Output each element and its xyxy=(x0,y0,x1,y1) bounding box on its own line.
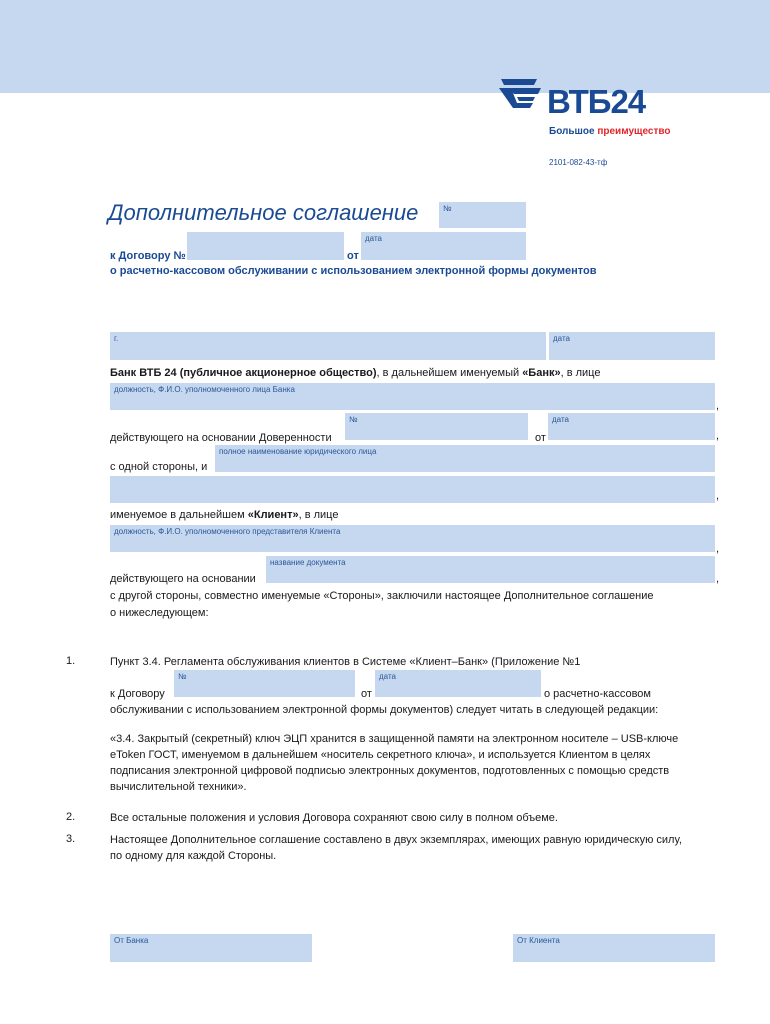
field-caption: дата xyxy=(365,234,382,243)
field-caption: должность, Ф.И.О. уполномоченного лица Банка xyxy=(114,385,295,394)
item-1-after-text: о расчетно-кассовом xyxy=(544,688,651,700)
item-3-line-2: по одному для каждой Стороны. xyxy=(110,850,277,862)
field-caption: № xyxy=(349,415,358,424)
place-date-field[interactable] xyxy=(549,332,715,360)
field-caption: название документа xyxy=(270,558,346,567)
document-title: Дополнительное соглашение xyxy=(108,200,419,225)
contract-line-label: к Договору № xyxy=(110,250,186,262)
power-of-attorney-number-field[interactable] xyxy=(345,413,528,440)
client-fullname-field[interactable] xyxy=(215,445,715,472)
client-short: «Клиент» xyxy=(247,509,299,521)
agreement-number-field[interactable] xyxy=(439,202,526,228)
bank-representative-field[interactable] xyxy=(110,383,715,410)
header-band xyxy=(0,0,770,93)
comma: , xyxy=(716,400,720,412)
client-text-2: , в лице xyxy=(298,509,339,521)
comma: , xyxy=(716,430,720,442)
field-caption: должность, Ф.И.О. уполномоченного представителя Клиента xyxy=(114,527,341,536)
parties-line-1: с другой стороны, совместно именуемые «Стороны», заключили настоящее Дополнительное соглашение xyxy=(110,590,654,602)
field-caption: № xyxy=(178,672,187,681)
field-caption: От Клиента xyxy=(517,936,560,945)
client-fullname-field-continued[interactable] xyxy=(110,476,715,503)
client-basis-document-field[interactable] xyxy=(266,556,715,583)
comma: , xyxy=(716,490,720,502)
tagline-part-2: преимущество xyxy=(597,126,671,137)
contract-number-field[interactable] xyxy=(187,232,344,260)
quote-line-3: подписания электронной цифровой подписью электронных документов, подготовленных с помощью средств xyxy=(110,765,670,777)
logo-wordmark xyxy=(547,84,645,120)
contract-date-field[interactable] xyxy=(361,232,526,260)
bank-text-2: , в лице xyxy=(560,367,601,379)
document-subtitle: о расчетно-кассовом обслуживании с использованием электронной формы документов xyxy=(110,265,597,277)
bank-short: «Банк» xyxy=(522,367,561,379)
parties-line-2: о нижеследующем: xyxy=(110,607,209,619)
field-caption: № xyxy=(443,204,452,213)
item-2-text: Все остальные положения и условия Договора сохраняют свою силу в полном объеме. xyxy=(110,812,558,824)
item-1-contract-label: к Договору xyxy=(110,688,165,700)
bank-intro xyxy=(110,366,600,380)
field-caption: дата xyxy=(379,672,396,681)
field-caption: полное наименование юридического лица xyxy=(219,447,377,456)
item-1-line-1: Пункт 3.4. Регламента обслуживания клиентов в Системе «Клиент–Банк» (Приложение №1 xyxy=(110,656,581,668)
bank-text-1: , в дальнейшем именуемый xyxy=(376,367,523,379)
field-caption: дата xyxy=(553,334,570,343)
power-of-attorney-date-field[interactable] xyxy=(548,413,715,440)
form-code: 2101-082-43-тф xyxy=(549,158,608,167)
one-side-label: с одной стороны, и xyxy=(110,461,208,473)
field-caption: г. xyxy=(114,334,119,343)
logo-tagline xyxy=(549,126,670,137)
item-1-number: 1. xyxy=(66,655,76,667)
field-caption: От Банка xyxy=(114,936,149,945)
client-representative-field[interactable] xyxy=(110,525,715,552)
item-1-contract-number-field[interactable] xyxy=(174,670,355,697)
quote-line-4: вычислительной техники». xyxy=(110,781,247,793)
client-signature-field[interactable] xyxy=(513,934,715,962)
contract-from-label: от xyxy=(347,250,359,262)
comma: , xyxy=(716,573,720,585)
logo-text: ВТБ24 xyxy=(547,83,646,120)
quote-line-1: «3.4. Закрытый (секретный) ключ ЭЦП хранится в защищенной памяти на электронном носителе – USB-ключе xyxy=(110,733,679,745)
item-2-number: 2. xyxy=(66,811,76,823)
client-basis-label: действующего на основании xyxy=(110,573,256,585)
bank-name: Банк ВТБ 24 (публичное акционерное общество) xyxy=(110,367,377,379)
vtb-logo-icon xyxy=(497,77,543,109)
comma: , xyxy=(716,543,720,555)
item-1-contract-date-field[interactable] xyxy=(375,670,541,697)
item-3-line-1: Настоящее Дополнительное соглашение составлено в двух экземплярах, имеющих равную юридическую силу, xyxy=(110,834,682,846)
quote-line-2: eToken ГОСТ, именуемом в дальнейшем «носитель секретного ключа», и используется Клиентом в целях xyxy=(110,749,651,761)
bank-signature-field[interactable] xyxy=(110,934,312,962)
client-intro xyxy=(110,508,338,522)
item-1-from-label: от xyxy=(361,688,372,700)
item-3-number: 3. xyxy=(66,833,76,845)
place-field[interactable] xyxy=(110,332,546,360)
field-caption: дата xyxy=(552,415,569,424)
tagline-part-1: Большое xyxy=(549,126,598,137)
item-1-line-3: обслуживании с использованием электронной формы документов) следует читать в следующей редакции: xyxy=(110,704,659,716)
power-from-label: от xyxy=(535,432,546,444)
power-of-attorney-label: действующего на основании Доверенности xyxy=(110,432,332,444)
client-text-1: именуемое в дальнейшем xyxy=(110,509,248,521)
